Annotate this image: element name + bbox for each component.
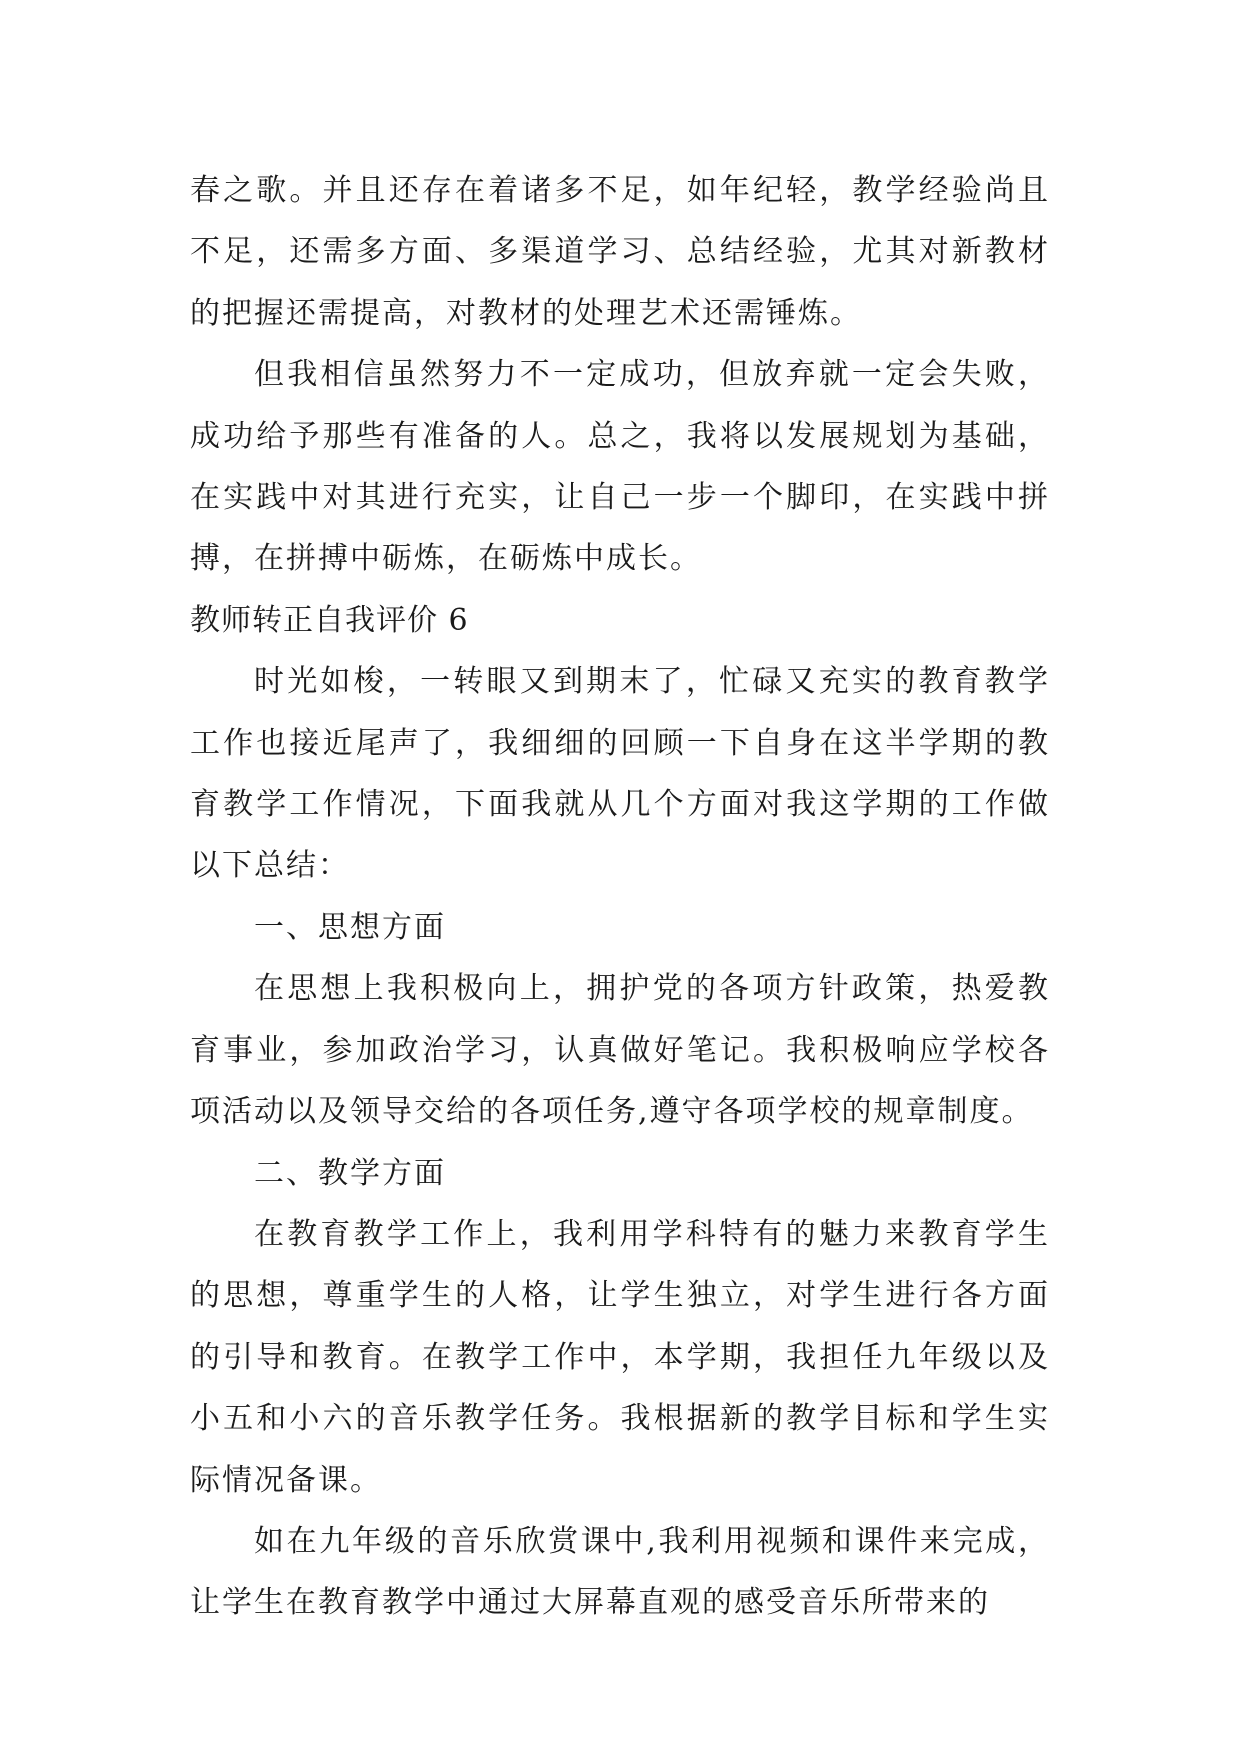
subsection-heading: 二、教学方面: [254, 1155, 446, 1191]
paragraph: 在思想上我积极向上，拥护党的各项方针政策，热爱教育事业，参加政治学习，认真做好笔记。我积极响应学校各项活动以及领导交给的各项任务,遵守各项学校的规章制度。: [190, 971, 1050, 1130]
paragraph: 但我相信虽然努力不一定成功，但放弃就一定会失败，成功给予那些有准备的人。总之，我将以发展规划为基础，在实践中对其进行充实，让自己一步一个脚印，在实践中拼搏，在拼搏中砺炼，在砺炼中成长。: [190, 357, 1050, 577]
section-heading: 教师转正自我评价 6: [190, 602, 469, 638]
paragraph: 如在九年级的音乐欣赏课中,我利用视频和课件来完成，让学生在教育教学中通过大屏幕直观的感受音乐所带来的: [190, 1523, 1050, 1621]
paragraph-continued: 春之歌。并且还存在着诸多不足，如年纪轻，教学经验尚且不足，还需多方面、多渠道学习、总结经验，尤其对新教材的把握还需提高，对教材的处理艺术还需锤炼。: [190, 173, 1050, 331]
document-body: [190, 160, 1050, 1634]
paragraph: 时光如梭，一转眼又到期末了，忙碌又充实的教育教学工作也接近尾声了，我细细的回顾一下自身在这半学期的教育教学工作情况，下面我就从几个方面对我这学期的工作做以下总结：: [190, 664, 1050, 884]
paragraph: 在教育教学工作上，我利用学科特有的魅力来教育学生的思想，尊重学生的人格，让学生独立，对学生进行各方面的引导和教育。在教学工作中，本学期，我担任九年级以及小五和小六的音乐教学任务。我根据新的教学目标和学生实际情况备课。: [190, 1216, 1050, 1498]
subsection-heading: 一、思想方面: [254, 909, 446, 945]
